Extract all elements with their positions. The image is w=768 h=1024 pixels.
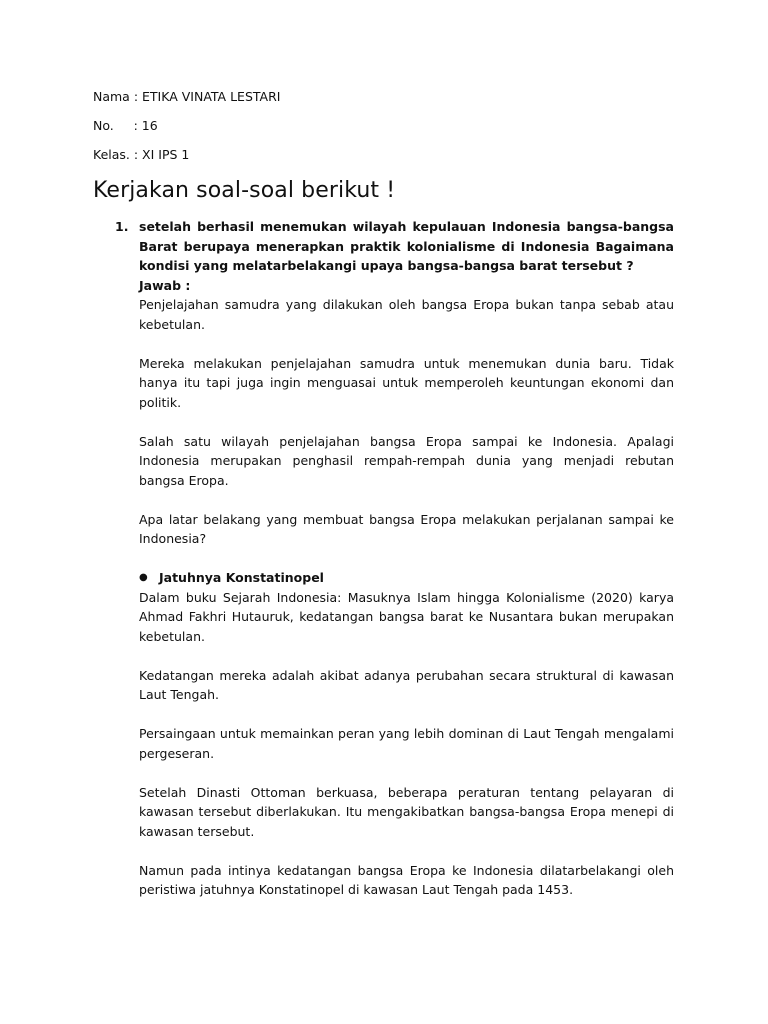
answer-paragraph: Kedatangan mereka adalah akibat adanya perubahan secara struktural di kawasan Laut Tengah.: [139, 667, 674, 702]
answer-paragraph: Penjelajahan samudra yang dilakukan oleh bangsa Eropa bukan tanpa sebab atau kebetulan.: [139, 297, 674, 332]
student-name: Nama : ETIKA VINATA LESTARI: [93, 89, 281, 104]
answer-label: Jawab :: [139, 277, 191, 293]
question-number: 1.: [115, 219, 129, 234]
subheading-text: Jatuhnya Konstatinopel: [159, 570, 324, 585]
subheading: [139, 568, 674, 588]
answer-paragraph: Persaingaan untuk memainkan peran yang lebih dominan di Laut Tengah mengalami pergeseran.: [139, 726, 674, 761]
student-class: Kelas. : XI IPS 1: [93, 147, 190, 162]
answer-paragraph: Setelah Dinasti Ottoman berkuasa, beberapa peraturan tentang pelayaran di kawasan tersebut diberlakukan. Itu mengakibatkan bangsa-bangsa Eropa menepi di kawasan tersebut.: [139, 784, 674, 839]
question-text: setelah berhasil menemukan wilayah kepulauan Indonesia bangsa-bangsa Barat berupaya menerapkan praktik kolonialisme di Indonesia Bagaimana kondisi yang melatarbelakangi upaya bangsa-bangsa barat tersebut ?: [139, 219, 674, 273]
answer-paragraph: Salah satu wilayah penjelajahan bangsa Eropa sampai ke Indonesia. Apalagi Indonesia merupakan penghasil rempah-rempah dunia yang menjadi rebutan bangsa Eropa.: [139, 433, 674, 488]
answer-paragraph: Apa latar belakang yang membuat bangsa Eropa melakukan perjalanan sampai ke Indonesia?: [139, 511, 674, 546]
student-number: No. : 16: [93, 118, 158, 133]
answer-paragraph: Mereka melakukan penjelajahan samudra untuk menemukan dunia baru. Tidak hanya itu tapi juga ingin menguasai untuk memperoleh keuntungan ekonomi dan politik.: [139, 355, 674, 410]
answer-paragraph: Namun pada intinya kedatangan bangsa Eropa ke Indonesia dilatarbelakangi oleh peristiwa jatuhnya Konstatinopel di kawasan Laut Tengah pada 1453.: [139, 862, 674, 897]
answer-paragraph: Dalam buku Sejarah Indonesia: Masuknya Islam hingga Kolonialisme (2020) karya Ahmad Fakhri Hutauruk, kedatangan bangsa barat ke Nusantara bukan merupakan kebetulan.: [139, 589, 674, 644]
question-content: [139, 217, 674, 919]
bullet-icon: ●: [139, 572, 148, 583]
page-title: Kerjakan soal-soal berikut !: [93, 178, 396, 203]
